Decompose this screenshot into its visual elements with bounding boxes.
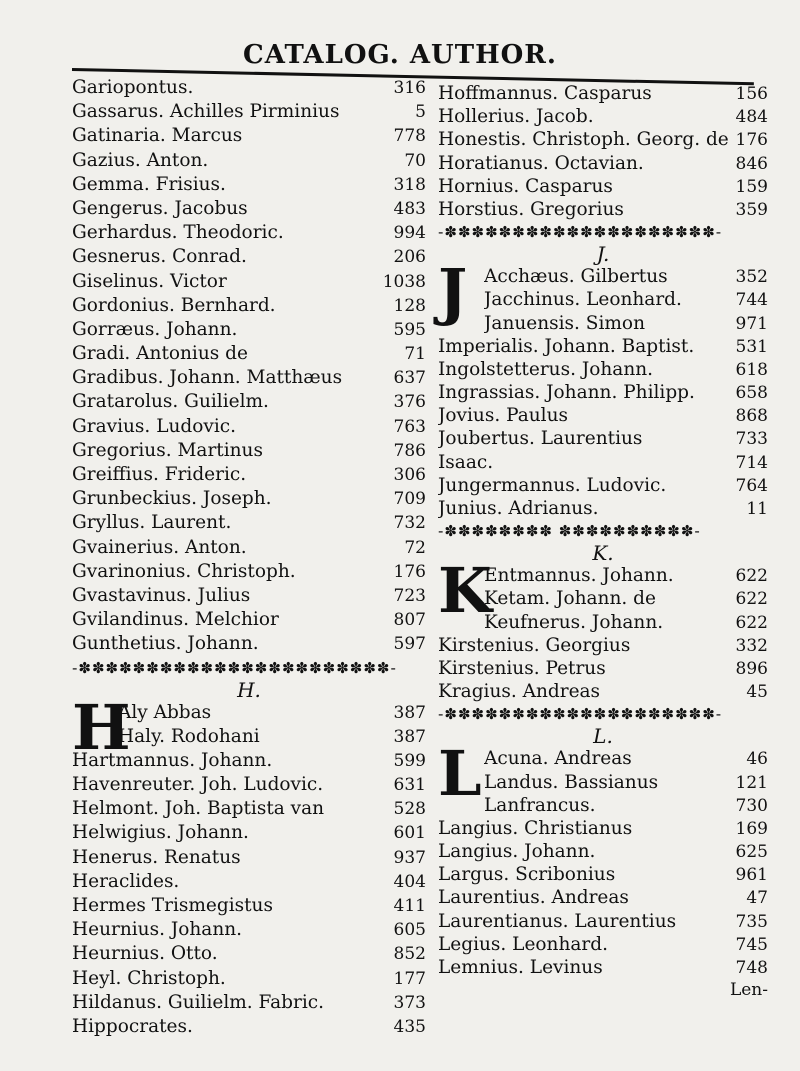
page-number: 745 [735, 934, 768, 955]
author-name: Gvilandinus. Melchior [72, 609, 279, 631]
page-number: 121 [735, 772, 768, 793]
author-name: Legius. Leonhard. [438, 933, 608, 955]
author-name: Kragius. Andreas [438, 681, 601, 703]
author-name: Kirstenius. Petrus [438, 657, 606, 679]
author-name: Heurnius. Johann. [72, 919, 243, 941]
author-name: Imperialis. Johann. Baptist. [438, 335, 695, 357]
author-name: Joubertus. Laurentius [438, 428, 643, 450]
section-letter-j: J. [596, 242, 610, 267]
page-number: 631 [393, 775, 426, 796]
g-entries [72, 76, 426, 657]
page-number: 128 [393, 295, 426, 316]
index-entry [438, 105, 768, 128]
ornament-divider: -✽✽✽✽✽✽✽✽✽✽✽✽✽✽✽✽✽✽✽✽- [438, 705, 723, 724]
page-number: 786 [393, 440, 426, 461]
author-name: Gerhardus. Theodoric. [72, 222, 284, 244]
index-entry [438, 128, 768, 151]
index-entry [72, 846, 426, 870]
page-number: 622 [735, 612, 768, 633]
author-name: Januensis. Simon [484, 312, 645, 334]
page-number: 637 [393, 368, 426, 389]
index-entry [72, 632, 426, 656]
page-number: 531 [735, 336, 768, 357]
j-drop-entries [438, 265, 768, 335]
author-name: Gatinaria. Marcus [72, 125, 243, 147]
drop-cap-h: H [72, 690, 131, 764]
page-number: 714 [735, 452, 768, 473]
section-letter-l: L. [593, 724, 613, 749]
page-number: 744 [735, 290, 768, 311]
drop-cap-l: L [438, 737, 482, 811]
author-name: Laurentianus. Laurentius [438, 910, 677, 932]
author-name: Jovius. Paulus [438, 405, 568, 427]
index-entry [72, 294, 426, 318]
page-number: 169 [735, 818, 768, 839]
page-number: 868 [735, 406, 768, 427]
drop-cap-block-k [438, 554, 768, 634]
author-name: Keufnerus. Johann. [484, 611, 664, 633]
page-number: 937 [393, 847, 426, 868]
page-number: 5 [415, 102, 426, 123]
page-number: 595 [393, 319, 426, 340]
author-name: Gazius. Anton. [72, 149, 209, 171]
author-name: Gesnerus. Conrad. [72, 246, 247, 268]
page-number: 376 [393, 392, 426, 413]
page-number: 601 [393, 823, 426, 844]
page-number: 72 [404, 537, 426, 558]
page-number: 373 [393, 992, 426, 1013]
author-name: Laurentius. Andreas [438, 887, 629, 909]
page-number: 177 [393, 968, 426, 989]
page-number: 994 [393, 223, 426, 244]
index-entry [438, 265, 768, 288]
page-number: 778 [393, 126, 426, 147]
page-number: 483 [393, 198, 426, 219]
author-name: Junius. Adrianus. [438, 498, 599, 519]
drop-cap-j: J [438, 255, 468, 329]
author-name: Hornius. Casparus [438, 175, 613, 197]
catchword-row [438, 979, 768, 1002]
page-number: 70 [404, 150, 426, 171]
author-name: Gemma. Frisius. [72, 173, 226, 195]
index-entry [72, 390, 426, 414]
index-entry [72, 967, 426, 991]
author-name: Helwigius. Johann. [72, 822, 249, 844]
page-number: 387 [393, 702, 426, 723]
page-number: 961 [735, 865, 768, 886]
page-number: 1038 [382, 271, 426, 292]
page-number: 528 [393, 799, 426, 820]
index-entry [72, 439, 426, 463]
index-entry [438, 840, 768, 863]
author-name: Gariopontus. [72, 77, 194, 98]
left-column [72, 76, 426, 1039]
index-entry [72, 245, 426, 269]
page-number: 318 [393, 174, 426, 195]
page-number: 852 [393, 944, 426, 965]
index-entry [72, 918, 426, 942]
page-number: 748 [735, 958, 768, 978]
index-entry [438, 497, 768, 520]
author-name: Langius. Christianus [438, 817, 633, 839]
page-number: 404 [393, 871, 426, 892]
author-name: Greiffius. Frideric. [72, 464, 247, 485]
author-name: Gassarus. Achilles Pirminius [72, 101, 340, 123]
author-name: Havenreuter. Joh. Ludovic. [72, 774, 324, 796]
page-number: 159 [735, 176, 768, 197]
index-entry [438, 335, 768, 358]
author-name: Ketam. Johann. de [484, 588, 656, 610]
page-number: 352 [735, 267, 768, 288]
page-number: 735 [735, 911, 768, 932]
page-title: CATALOG. AUTHOR. [243, 40, 557, 70]
author-name: Acuna. Andreas [484, 748, 632, 770]
author-name: Acchæus. Gilbertus [484, 266, 668, 288]
h-entries-left [72, 749, 426, 1039]
page-number: 846 [735, 153, 768, 174]
page-number: 484 [735, 107, 768, 128]
author-name: Gradi. Antonius de [72, 343, 248, 365]
author-name: Jacchinus. Leonhard. [484, 289, 682, 311]
author-name: Helmont. Joh. Baptista van [72, 798, 325, 820]
index-entry [72, 487, 426, 511]
author-name: Hollerius. Jacob. [438, 106, 594, 128]
ornament-divider: -✽✽✽✽✽✽✽✽ ✽✽✽✽✽✽✽✽✽✽- [438, 522, 701, 541]
page-number: 618 [735, 359, 768, 380]
drop-cap-k: K [438, 554, 492, 628]
index-entry [438, 956, 768, 979]
author-name: Gratarolus. Guilielm. [72, 391, 269, 413]
h-entries-right [438, 82, 768, 221]
l-entries [438, 817, 768, 979]
author-name: Gregorius. Martinus [72, 439, 263, 461]
author-name: Henerus. Renatus [72, 846, 241, 868]
page-number: 732 [393, 513, 426, 534]
index-entry [72, 318, 426, 342]
index-entry [438, 358, 768, 381]
index-entry [438, 817, 768, 840]
index-entry [72, 797, 426, 821]
author-name: Jungermannus. Ludovic. [438, 474, 667, 496]
author-name: Horatianus. Octavian. [438, 152, 644, 174]
index-entry [72, 221, 426, 245]
author-name: Isaac. [438, 451, 494, 473]
page-number: 599 [393, 750, 426, 771]
author-name: Langius. Johann. [438, 841, 596, 863]
page-number: 332 [735, 635, 768, 656]
author-name: Landus. Bassianus [484, 771, 659, 793]
author-name: Lanfrancus. [484, 794, 596, 816]
index-entry [72, 366, 426, 390]
page-number: 206 [393, 247, 426, 268]
right-column [438, 82, 768, 1002]
index-entry [72, 197, 426, 221]
index-entry [438, 933, 768, 956]
page-number: 11 [746, 499, 768, 519]
section-letter-k: K. [592, 541, 614, 566]
author-name: Gengerus. Jacobus [72, 197, 248, 219]
page-number: 971 [735, 313, 768, 334]
page-number: 764 [735, 475, 768, 496]
index-entry [438, 82, 768, 105]
index-entry [72, 991, 426, 1015]
index-entry [72, 173, 426, 197]
index-entry [72, 608, 426, 632]
index-entry [72, 463, 426, 487]
author-name: Entmannus. Johann. [484, 565, 674, 587]
page-number: 605 [393, 920, 426, 941]
index-entry [72, 536, 426, 560]
index-entry [438, 863, 768, 886]
index-entry [72, 270, 426, 294]
page-number: 896 [735, 658, 768, 679]
author-name: Hoffmannus. Casparus [438, 83, 652, 104]
author-name: Ingrassias. Johann. Philipp. [438, 382, 695, 404]
author-name: Hartmannus. Johann. [72, 749, 273, 771]
page-number: 622 [735, 589, 768, 610]
page-number: 625 [735, 842, 768, 863]
page-number: 306 [393, 465, 426, 485]
index-entry [438, 474, 768, 497]
ornament-divider: -✽✽✽✽✽✽✽✽✽✽✽✽✽✽✽✽✽✽✽✽- [438, 223, 723, 242]
index-entry [438, 404, 768, 427]
page-number: 723 [393, 585, 426, 606]
author-name: Gvainerius. Anton. [72, 536, 247, 558]
author-name: Gryllus. Laurent. [72, 512, 232, 534]
author-name: Gradibus. Johann. Matthæus [72, 367, 343, 389]
page-number: 807 [393, 610, 426, 631]
author-name: Gunthetius. Johann. [72, 633, 259, 655]
author-name: Kirstenius. Georgius [438, 634, 631, 656]
page-number: 597 [393, 634, 426, 655]
author-name: Gvarinonius. Christoph. [72, 560, 296, 582]
page-number: 176 [735, 130, 768, 151]
author-name: Horstius. Gregorius [438, 198, 624, 220]
author-name: Gvastavinus. Julius [72, 584, 251, 606]
author-name: Honestis. Christoph. Georg. de [438, 129, 729, 151]
page-number: 709 [393, 489, 426, 510]
author-name: Lemnius. Levinus [438, 957, 603, 978]
index-entry [438, 747, 768, 770]
author-name: Haly. Rodohani [118, 725, 260, 747]
page-number: 156 [735, 84, 768, 104]
author-name: Heurnius. Otto. [72, 943, 218, 965]
index-entry [438, 451, 768, 474]
page-number: 733 [735, 429, 768, 450]
index-entry [438, 634, 768, 657]
index-entry [438, 657, 768, 680]
index-entry [72, 821, 426, 845]
author-name: Heraclides. [72, 870, 180, 892]
page-number: 47 [746, 888, 768, 909]
index-entry [72, 1015, 426, 1039]
index-entry [438, 427, 768, 450]
author-name: Gorræus. Johann. [72, 318, 238, 340]
index-entry [72, 870, 426, 894]
index-entry [72, 149, 426, 173]
author-name: Gordonius. Bernhard. [72, 294, 276, 316]
catchword: Len- [729, 980, 768, 1001]
index-entry [438, 198, 768, 221]
index-entry [72, 415, 426, 439]
index-entry [438, 886, 768, 909]
index-entry [438, 381, 768, 404]
author-name: Gravius. Ludovic. [72, 415, 236, 437]
index-entry [438, 794, 768, 817]
page-number: 622 [735, 566, 768, 587]
drop-cap-block-l [438, 737, 768, 817]
index-entry [72, 894, 426, 918]
drop-cap-block-j [438, 255, 768, 335]
page-number: 176 [393, 561, 426, 582]
page-number: 763 [393, 416, 426, 437]
author-name: Giselinus. Victor [72, 270, 227, 292]
page-number: 46 [746, 749, 768, 770]
author-name: Hildanus. Guilielm. Fabric. [72, 991, 324, 1013]
page-number: 658 [735, 383, 768, 404]
index-entry [72, 100, 426, 124]
author-name: Ingolstetterus. Johann. [438, 358, 654, 380]
page-number: 71 [404, 344, 426, 365]
index-entry [438, 288, 768, 311]
index-entry [438, 175, 768, 198]
ornament-divider: -✽✽✽✽✽✽✽✽✽✽✽✽✽✽✽✽✽✽✽✽✽✽✽- [72, 658, 397, 677]
index-entry [438, 152, 768, 175]
page-number: 45 [746, 682, 768, 703]
index-entry [72, 124, 426, 148]
index-entry [438, 771, 768, 794]
index-entry [72, 560, 426, 584]
index-entry [72, 773, 426, 797]
page-number: 730 [735, 795, 768, 816]
author-name: Grunbeckius. Joseph. [72, 488, 272, 510]
page-number: 411 [393, 896, 426, 916]
page-number: 359 [735, 199, 768, 220]
k-entries [438, 634, 768, 704]
index-entry [72, 584, 426, 608]
index-entry [438, 680, 768, 703]
section-letter-h: H. [237, 677, 261, 702]
index-entry [438, 910, 768, 933]
index-entry [438, 312, 768, 335]
index-entry [72, 942, 426, 966]
author-name: Largus. Scribonius [438, 864, 616, 886]
author-name: Hippocrates. [72, 1015, 193, 1037]
author-name: Hermes Trismegistus [72, 895, 273, 916]
index-entry [72, 342, 426, 366]
page-number: 316 [393, 78, 426, 98]
index-entry [72, 511, 426, 535]
index-entry [72, 76, 426, 100]
page-number: 435 [393, 1016, 426, 1037]
author-name: Aly Abbas [118, 701, 212, 723]
j-entries [438, 335, 768, 521]
page-number: 387 [393, 726, 426, 747]
author-name: Heyl. Christoph. [72, 967, 226, 989]
l-drop-entries [438, 747, 768, 817]
